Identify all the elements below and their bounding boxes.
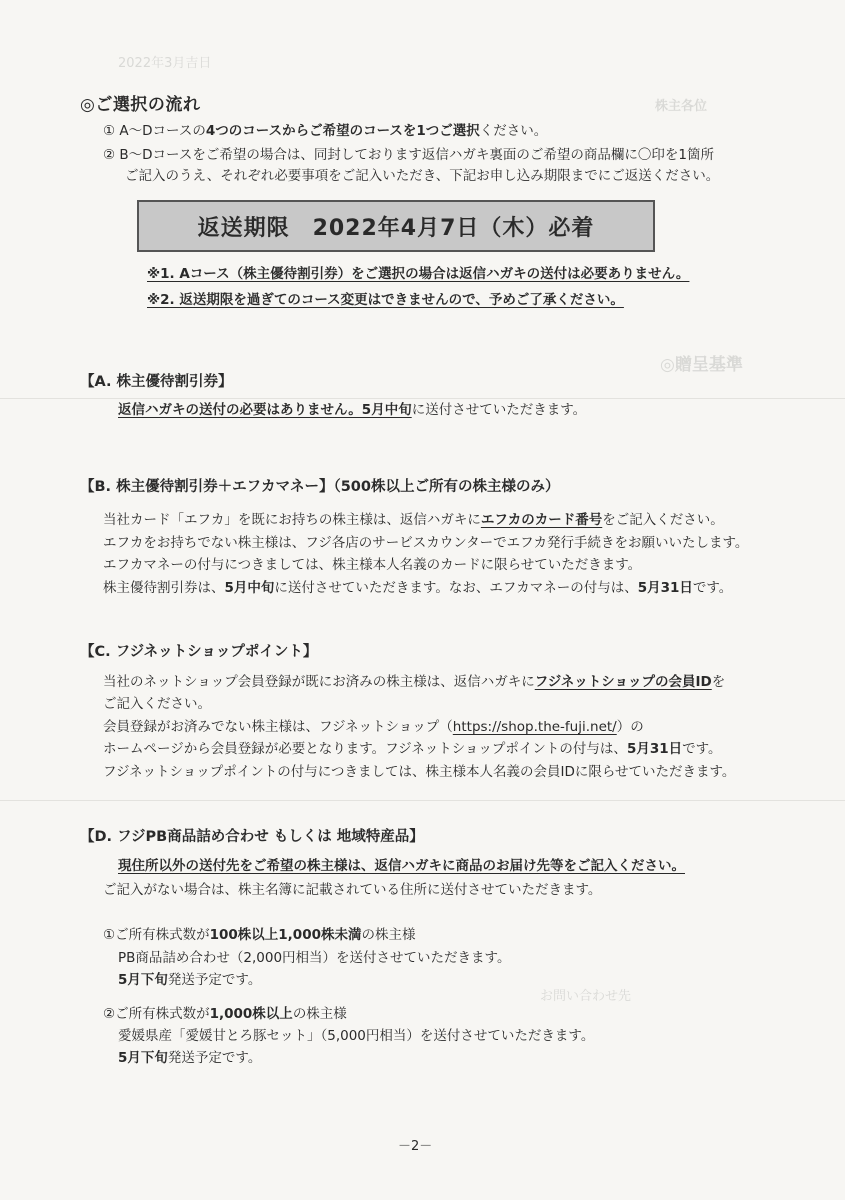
course-c-line-2: ご記入ください。 <box>103 696 211 712</box>
course-b-line-1-post: をご記入ください。 <box>602 512 724 528</box>
course-b-line-1-pre: 当社カード「エフカ」を既にお持ちの株主様は、返信ハガキに <box>103 512 481 528</box>
page-number: －2－ <box>398 1139 433 1154</box>
course-d-option-1-date: 5月下旬 <box>118 972 168 988</box>
course-b-date-2: 5月31日 <box>637 580 693 596</box>
course-a-line-1 <box>118 400 586 420</box>
course-b-card-number: エフカのカード番号 <box>480 512 603 528</box>
bleed-inquiries: お問い合わせ先 <box>540 989 632 1004</box>
course-d-option-2-bold: 1,000株以上 <box>209 1006 293 1022</box>
course-d-option-1-line-3-post: 発送予定です。 <box>167 972 262 988</box>
course-b-line-1 <box>103 510 724 530</box>
course-c-line-3 <box>103 717 644 737</box>
course-d-option-1-post: の株主様 <box>361 927 416 943</box>
course-d-option-2 <box>103 1004 347 1024</box>
flow-item-1-bold: 4つのコースからご希望のコースを1つご選択 <box>205 123 480 139</box>
course-d-option-2-date: 5月下旬 <box>118 1050 168 1066</box>
note-2: ※2. 返送期限を過ぎてのコース変更はできませんので、予めご了承ください。 <box>147 292 624 308</box>
course-c-line-5: フジネットショップポイントの付与につきましては、株主様本人名義の会員IDに限らせていただきます。 <box>103 764 736 780</box>
course-d-option-1-line-2: PB商品詰め合わせ（2,000円相当）を送付させていただきます。 <box>118 950 511 966</box>
course-b-line-3: エフカマネーの付与につきましては、株主様本人名義のカードに限らせていただきます。 <box>103 557 642 573</box>
flow-item-2-line-2: ご記入のうえ、それぞれ必要事項をご記入いただき、下記お申し込み期限までにご返送ください。 <box>125 168 720 184</box>
course-b-line-4 <box>103 578 732 598</box>
course-b-line-4-post: です。 <box>692 580 733 596</box>
course-d-option-2-post: の株主様 <box>292 1006 347 1022</box>
course-d-option-2-line-3 <box>118 1048 261 1068</box>
course-c-line-4 <box>103 739 722 759</box>
course-d-option-2-line-3-post: 発送予定です。 <box>167 1050 262 1066</box>
note-1: ※1. Aコース（株主優待割引券）をご選択の場合は返信ハガキの送付は必要ありません。 <box>147 266 690 282</box>
flow-title: ◎ご選択の流れ <box>80 95 201 115</box>
course-c-line-3-post: ）の <box>616 719 644 735</box>
course-c-title: 【C. フジネットショップポイント】 <box>80 644 318 660</box>
flow-item-1 <box>103 121 547 141</box>
course-b-line-4-mid: に送付させていただきます。なお、エフカマネーの付与は、 <box>274 580 638 596</box>
course-c-line-4-post: です。 <box>682 741 722 757</box>
course-c-line-1-pre: 当社のネットショップ会員登録が既にお済みの株主様は、返信ハガキに <box>103 674 535 690</box>
bleed-shareholders: 株主各位 <box>655 99 708 114</box>
bleed-section: ◎贈呈基準 <box>660 355 743 375</box>
course-d-line-1: 現住所以外の送付先をご希望の株主様は、返信ハガキに商品のお届け先等をご記入ください。 <box>118 858 685 874</box>
course-b-date-1: 5月中旬 <box>224 580 275 596</box>
course-d-option-2-pre: ②ご所有株式数が <box>103 1006 210 1022</box>
fold-line <box>0 398 845 399</box>
course-c-url-link[interactable]: https://shop.the-fuji.net/ <box>452 719 617 735</box>
course-b-line-4-pre: 株主優待割引券は、 <box>103 580 225 596</box>
deadline-text: 返送期限 2022年4月7日（木）必着 <box>197 215 595 241</box>
flow-item-1-post: ください。 <box>479 123 548 139</box>
course-d-title: 【D. フジPB商品詰め合わせ もしくは 地域特産品】 <box>80 829 424 845</box>
course-d-option-1 <box>103 925 416 945</box>
course-a-line-1-rest: に送付させていただきます。 <box>411 402 587 418</box>
course-c-line-1-post: を <box>711 674 726 690</box>
course-c-line-1 <box>103 672 725 692</box>
course-d-option-1-line-3 <box>118 970 261 990</box>
course-c-line-3-pre: 会員登録がお済みでない株主様は、フジネットショップ（ <box>103 719 453 735</box>
fold-line <box>0 800 845 801</box>
course-c-member-id: フジネットショップの会員ID <box>534 674 712 690</box>
course-d-line-2: ご記入がない場合は、株主名簿に記載されている住所に送付させていただきます。 <box>103 882 602 898</box>
course-d-option-1-bold: 100株以上1,000株未満 <box>209 927 362 943</box>
bleed-date: 2022年3月吉日 <box>118 56 212 71</box>
course-d-option-2-line-2: 愛媛県産「愛媛甘とろ豚セット」（5,000円相当）を送付させていただきます。 <box>118 1028 595 1044</box>
flow-item-2-line-1: ② B～Dコースをご希望の場合は、同封しております返信ハガキ裏面のご希望の商品欄に〇印を1箇所 <box>103 147 714 163</box>
course-d-option-1-pre: ①ご所有株式数が <box>103 927 210 943</box>
course-b-title: 【B. 株主優待割引券＋エフカマネー】（500株以上ご所有の株主様のみ） <box>80 479 560 495</box>
course-c-line-4-pre: ホームページから会員登録が必要となります。フジネットショップポイントの付与は、 <box>103 741 627 757</box>
course-a-line-1-underlined: 返信ハガキの送付の必要はありません。5月中旬 <box>118 402 412 418</box>
flow-item-1-pre: ① A～Dコースの <box>103 123 206 139</box>
course-c-date: 5月31日 <box>626 741 683 757</box>
course-a-title: 【A. 株主優待割引券】 <box>80 374 233 390</box>
course-b-line-2: エフカをお持ちでない株主様は、フジ各店のサービスカウンターでエフカ発行手続きをお願いいたします。 <box>103 535 749 551</box>
deadline-box <box>137 200 655 252</box>
